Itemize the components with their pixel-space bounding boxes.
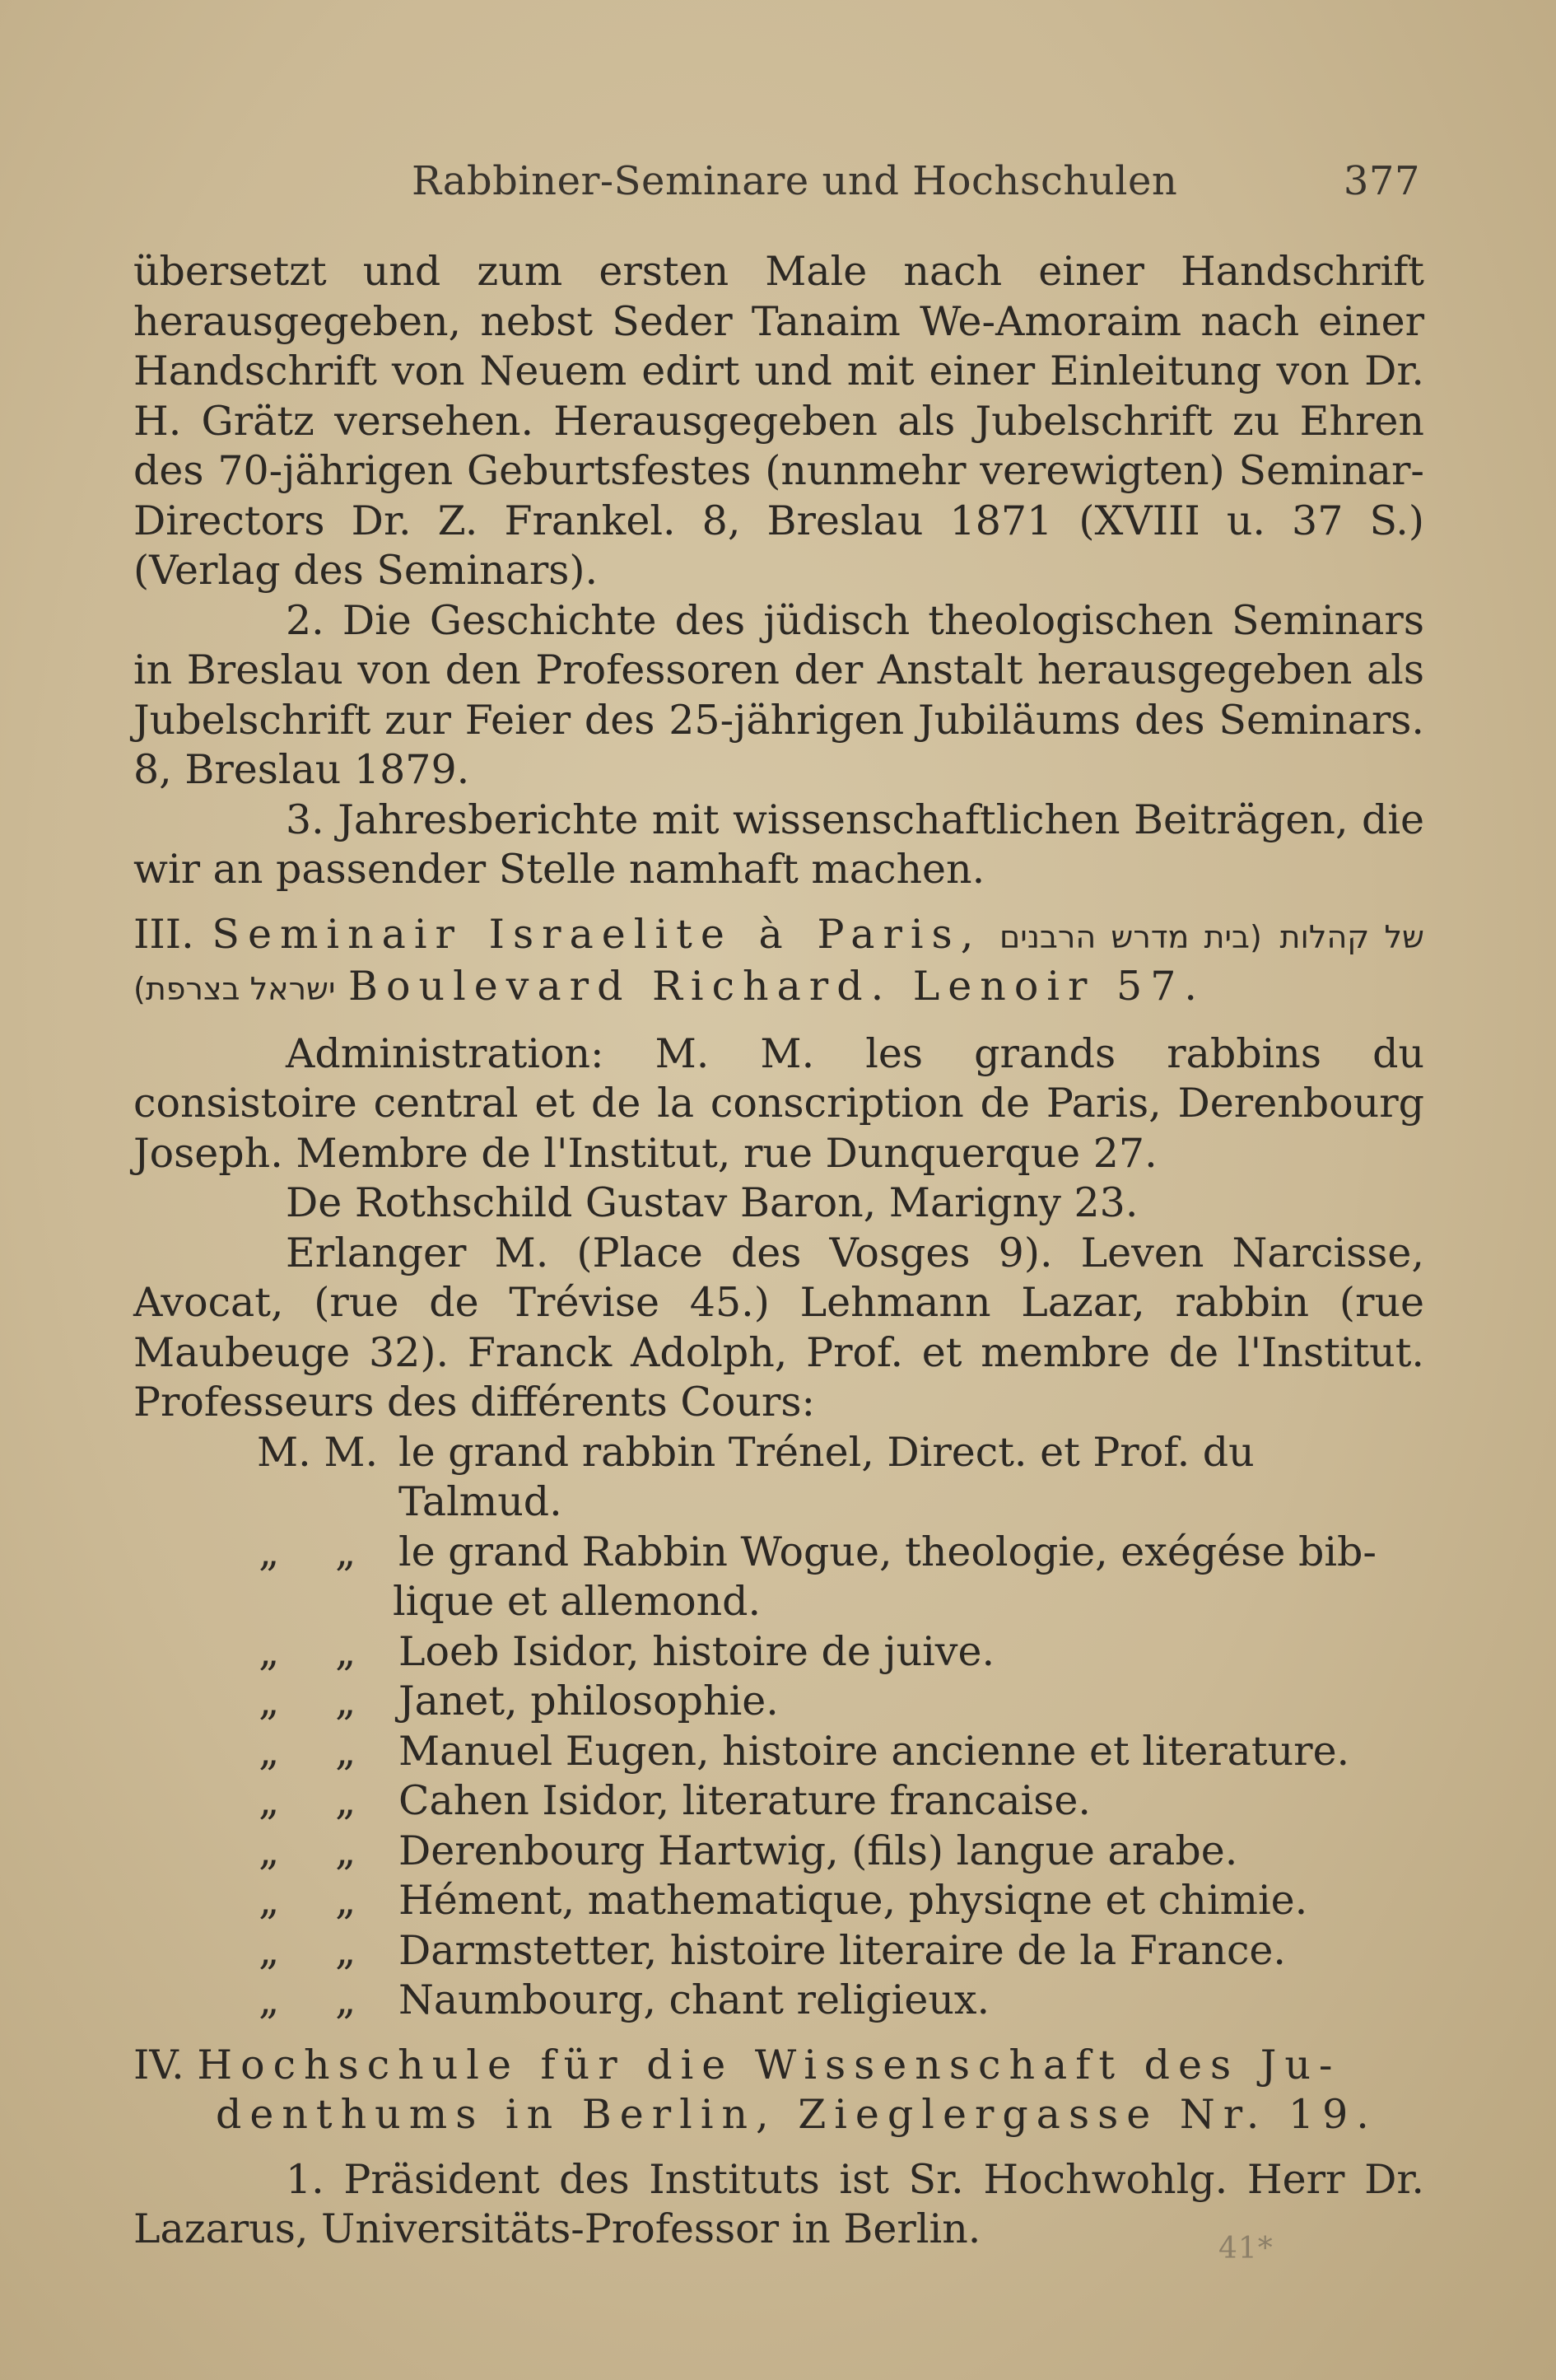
ditto-marks: „ „ xyxy=(259,1827,378,1874)
section-title-line1: Hochschule für die Wissenschaft des Ju- xyxy=(197,2041,1341,2088)
ditto-marks: „ „ xyxy=(259,1627,378,1675)
paragraph-administration: Administration: M. M. les grands rabbins du consistoire central et de la conscription de Paris, Derenbourg Joseph. Membre de l'Institut, rue Dunquerque 27. xyxy=(133,1029,1424,1177)
list-text: Manuel Eugen, histoire ancienne et literature. xyxy=(398,1727,1350,1775)
list-text: Loeb Isidor, histoire de juive. xyxy=(398,1627,995,1675)
list-text: lique et allemond. xyxy=(393,1578,762,1625)
paragraph-rothschild: De Rothschild Gustav Baron, Marigny 23. xyxy=(286,1179,1139,1226)
section-heading-paris xyxy=(133,910,1424,1015)
list-item xyxy=(133,1428,1424,1528)
ditto-marks: „ „ xyxy=(259,1727,378,1775)
list-item xyxy=(133,1827,1424,1877)
list-item xyxy=(133,1876,1424,1926)
signature-mark: 41* xyxy=(1218,2232,1274,2266)
list-text: le grand rabbin Trénel, Direct. et Prof. du Talmud. xyxy=(398,1428,1255,1525)
hebrew-name-line2: של קהלות ישראל בצרפת) xyxy=(133,918,1424,1007)
section-title-line2: denthums in Berlin, Zieglergasse Nr. 19. xyxy=(216,2091,1377,2138)
ditto-marks: „ „ xyxy=(259,1777,378,1824)
list-item xyxy=(133,1528,1424,1578)
ditto-marks: „ „ xyxy=(259,1678,378,1724)
ditto-marks: „ „ xyxy=(259,1528,378,1575)
ditto-marks: „ „ xyxy=(259,1926,378,1974)
paragraph-praesident: 1. Präsident des Instituts ist Sr. Hochwohlg. Herr Dr. Lazarus, Universitäts-Professor in Berlin. xyxy=(133,2155,1424,2252)
paragraph-erlanger: Erlanger M. (Place des Vosges 9). Leven Narcisse, Avocat, (rue de Trévise 45.) Lehmann Lazar, rabbin (rue Maubeuge 32). Franck Adolph, Prof. et membre de l'Institut. Professeurs des différents Cours: xyxy=(133,1229,1424,1426)
list-text: Derenbourg Hartwig, (fils) langue arabe. xyxy=(398,1827,1238,1874)
section-number: IV. xyxy=(133,2041,184,2088)
list-text: Janet, philosophie. xyxy=(398,1678,779,1724)
paragraph-jahresberichte: 3. Jahresberichte mit wissenschaftlichen Beiträgen, die wir an passender Stelle namhaft machen. xyxy=(133,796,1424,893)
list-prefix: M. M. xyxy=(257,1428,379,1476)
section-number: III. xyxy=(133,910,194,958)
running-title: Rabbiner-Seminare und Hochschulen xyxy=(412,158,1178,204)
list-text: Darmstetter, histoire literaire de la France. xyxy=(398,1926,1286,1974)
professor-list xyxy=(133,1428,1424,2026)
ditto-marks: „ „ xyxy=(259,1877,378,1924)
list-item xyxy=(133,1776,1424,1827)
section-address: Boulevard Richard. Lenoir 57. xyxy=(348,963,1205,1010)
page-number: 377 xyxy=(1343,158,1420,204)
list-item xyxy=(133,1677,1424,1727)
list-item-continuation xyxy=(133,1577,1424,1627)
section-title: Seminair Israelite à Paris, xyxy=(212,910,982,958)
ditto-marks: „ „ xyxy=(259,1976,378,2023)
list-text: le grand Rabbin Wogue, theologie, exégése bib- xyxy=(398,1528,1377,1575)
section-heading-berlin xyxy=(133,2041,1424,2140)
list-item xyxy=(133,1926,1424,1976)
hebrew-name-line1: (בית מדרש הרבנים xyxy=(999,918,1262,955)
list-text: Cahen Isidor, literature francaise. xyxy=(398,1777,1091,1824)
paragraph-graetz-edition: übersetzt und zum ersten Male nach einer Handschrift herausgegeben, nebst Seder Tanaim We-Amoraim nach einer Handschrift von Neuem edirt und mit einer Einleitung von Dr. H. Grätz versehen. Herausgegeben als Jubelschrift zu Ehren des 70-jährigen Geburtsfestes (nunmehr verewigten) Seminar-Directors Dr. Z. Frankel. 8, Breslau 1871 (XVIII u. 37 S.) (Verlag des Seminars). xyxy=(133,248,1424,594)
paragraph-seminar-history: 2. Die Geschichte des jüdisch theologischen Seminars in Breslau von den Professoren der Anstalt herausgegeben als Jubelschrift zur Feier des 25-jährigen Jubiläums des Seminars. 8, Breslau 1879. xyxy=(133,596,1424,793)
list-text: Naumbourg, chant religieux. xyxy=(398,1976,990,2023)
list-item xyxy=(133,1627,1424,1678)
list-item xyxy=(133,1727,1424,1777)
list-text: Hément, mathematique, physiqne et chimie. xyxy=(398,1877,1308,1924)
running-header xyxy=(412,158,1420,204)
page-body xyxy=(133,247,1424,2255)
list-item xyxy=(133,1976,1424,2026)
